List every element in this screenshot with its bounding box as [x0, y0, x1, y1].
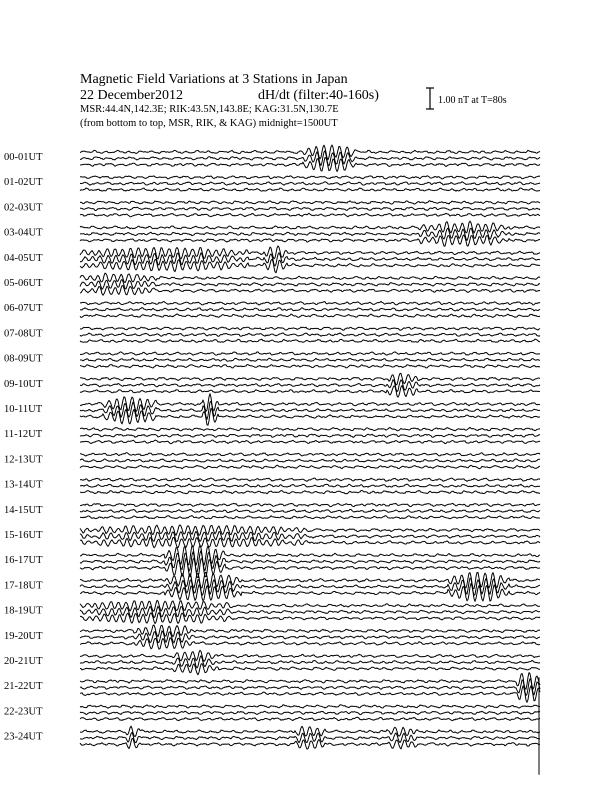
hour-label: 07-08UT [4, 328, 43, 340]
trace-msr-hour-6 [80, 314, 540, 317]
trace-rik-hour-6 [80, 308, 540, 311]
trace-rik-hour-8 [80, 358, 540, 361]
trace-msr-hour-5 [80, 286, 540, 296]
date-label: 22 December2012 [80, 88, 184, 103]
hour-label: 06-07UT [4, 303, 43, 315]
trace-msr-hour-2 [80, 213, 540, 217]
trace-rik-hour-20 [80, 656, 540, 668]
chart-title: Magnetic Field Variations at 3 Stations in Japan [80, 72, 348, 87]
hour-label: 04-05UT [4, 252, 43, 264]
hour-label: 09-10UT [4, 378, 43, 390]
trace-rik-hour-11 [80, 434, 540, 437]
hour-label: 19-20UT [4, 630, 43, 642]
hour-label: 20-21UT [4, 656, 43, 667]
trace-rik-hour-0 [80, 151, 540, 166]
hour-label: 21-22UT [4, 681, 43, 693]
trace-msr-hour-11 [80, 440, 540, 444]
trace-rik-hour-7 [80, 333, 540, 337]
trace-msr-hour-3 [80, 235, 540, 246]
hour-label: 14-15UT [4, 504, 43, 516]
trace-msr-hour-0 [80, 158, 540, 172]
trace-rik-hour-14 [80, 509, 540, 512]
trace-kag-hour-1 [80, 176, 540, 179]
trace-rik-hour-3 [80, 228, 540, 240]
scale-label: 1.00 nT at T=80s [438, 95, 507, 106]
hour-label: 17-18UT [4, 580, 43, 592]
trace-kag-hour-4 [80, 246, 540, 259]
hour-label: 16-17UT [4, 555, 43, 567]
trace-kag-hour-14 [80, 503, 540, 506]
hour-label: 23-24UT [4, 731, 43, 743]
trace-kag-hour-2 [80, 201, 540, 204]
trace-kag-hour-13 [80, 478, 540, 482]
scale-bar [426, 88, 434, 109]
trace-msr-hour-7 [80, 339, 540, 342]
trace-kag-hour-22 [80, 705, 540, 708]
trace-rik-hour-19 [80, 631, 540, 643]
trace-kag-hour-9 [80, 373, 540, 385]
trace-kag-hour-5 [80, 273, 540, 283]
trace-rik-hour-23 [80, 732, 540, 742]
trace-rik-hour-9 [80, 380, 540, 392]
hour-label: 05-06UT [4, 278, 43, 289]
filter-label: dH/dt (filter:40-160s) [258, 88, 379, 103]
trace-kag-hour-3 [80, 221, 540, 233]
hour-label: 15-16UT [4, 530, 43, 541]
trace-rik-hour-1 [80, 182, 540, 186]
trace-msr-hour-20 [80, 664, 540, 675]
trace-kag-hour-7 [80, 327, 540, 330]
trace-rik-hour-2 [80, 207, 540, 210]
hour-label: 03-04UT [4, 227, 43, 239]
hour-label: 18-19UT [4, 605, 43, 617]
trace-kag-hour-19 [80, 625, 540, 637]
trace-msr-hour-8 [80, 364, 540, 368]
trace-kag-hour-11 [80, 427, 540, 431]
trace-rik-hour-22 [80, 711, 540, 714]
trace-kag-hour-12 [80, 453, 540, 456]
hour-label: 22-23UT [4, 706, 43, 718]
trace-kag-hour-8 [80, 352, 540, 355]
trace-kag-hour-0 [80, 145, 540, 160]
station-order-note: (from bottom to top, MSR, RIK, & KAG) midnight=1500UT [80, 118, 338, 129]
hour-label: 11-12UT [4, 429, 43, 441]
hour-label: 08-09UT [4, 353, 43, 365]
trace-kag-hour-20 [80, 650, 540, 661]
trace-rik-hour-13 [80, 484, 540, 487]
trace-msr-hour-15 [80, 537, 540, 547]
hour-label: 12-13UT [4, 454, 43, 466]
hour-label: 01-02UT [4, 177, 43, 189]
hour-label: 10-11UT [4, 404, 43, 415]
trace-msr-hour-22 [80, 717, 540, 720]
trace-msr-hour-12 [80, 465, 540, 469]
trace-msr-hour-18 [80, 613, 540, 624]
trace-rik-hour-12 [80, 459, 540, 462]
trace-msr-hour-13 [80, 490, 540, 493]
trace-kag-hour-10 [80, 394, 540, 412]
hour-label: 00-01UT [4, 152, 43, 163]
trace-msr-hour-1 [80, 188, 540, 191]
trace-kag-hour-6 [80, 301, 540, 305]
trace-msr-hour-9 [80, 386, 540, 398]
trace-msr-hour-14 [80, 516, 540, 519]
station-coordinates: MSR:44.4N,142.3E; RIK:43.5N,143.8E; KAG:31.5N,130.7E [80, 104, 339, 115]
trace-msr-hour-23 [80, 739, 540, 750]
hour-label: 13-14UT [4, 479, 43, 491]
trace-rik-hour-5 [80, 280, 540, 290]
hour-label: 02-03UT [4, 202, 43, 214]
